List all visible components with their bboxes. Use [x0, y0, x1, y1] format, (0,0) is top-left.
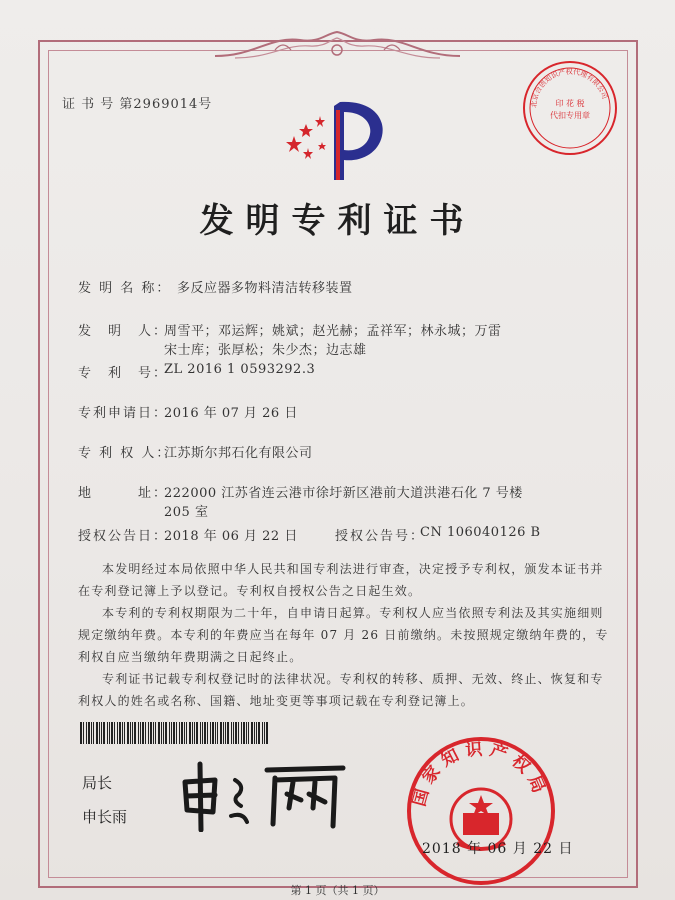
- tax-stamp-ring-text: 北京合创知识产权代理有限公司: [529, 67, 609, 109]
- svg-text:代扣专用章: 代扣专用章: [550, 111, 590, 120]
- seal-text: 国家知识产权局: [409, 739, 551, 809]
- cnipa-logo-icon: [282, 96, 390, 184]
- page-title: 发明专利证书: [199, 201, 476, 241]
- address-line1: 222000 江苏省连云港市徐圩新区港前大道洪港石化 7 号楼: [164, 486, 523, 501]
- patentee: 江苏斯尔邦石化有限公司: [164, 446, 313, 461]
- grant-date-label: 授权公告日：: [78, 529, 169, 544]
- page-number: 第 1 页（共 1 页）: [290, 884, 385, 897]
- invention-name: 多反应器多物料清洁转移装置: [177, 281, 353, 296]
- filing-date-label: 专利申请日：: [78, 406, 169, 421]
- invention-name-label: 发 明 名 称：: [78, 281, 172, 296]
- address-label: 地 址：: [78, 486, 169, 501]
- paragraph-1: 本发明经过本局依照中华人民共和国专利法进行审查，决定授予专利权，颁发本证书并在专利登记簿上予以登记。专利权自授权公告之日起生效。: [78, 562, 604, 598]
- director-signature: [175, 752, 355, 832]
- certificate-number: 证 书 号 第2969014号: [62, 97, 213, 112]
- svg-text:印 花 税: 印 花 税: [555, 99, 585, 108]
- top-ornament: [215, 30, 460, 64]
- paragraph-3: 专利证书记载专利权登记时的法律状况。专利权的转移、质押、无效、终止、恢复和专利权人的姓名或名称、国籍、地址变更等事项记载在专利登记簿上。: [78, 672, 604, 708]
- inventors-line1: 周雪平；邓运辉；姚斌；赵光赫；孟祥军；林永城；万雷: [164, 324, 502, 339]
- patent-number: ZL 2016 1 0593292.3: [164, 362, 316, 377]
- inventors-label: 发 明 人：: [78, 324, 169, 339]
- cnipa-seal: [405, 735, 557, 887]
- filing-date: 2016 年 07 月 26 日: [164, 406, 298, 421]
- seal-date: 2018 年 06 月 22 日: [422, 841, 574, 857]
- body-text: [78, 558, 613, 712]
- grant-date: 2018 年 06 月 22 日: [164, 529, 298, 544]
- director-title: 局长: [82, 774, 113, 792]
- address-line2: 205 室: [164, 505, 209, 520]
- director-name: 申长雨: [82, 808, 128, 826]
- barcode: [80, 722, 270, 744]
- paragraph-2: 本专利的专利权期限为二十年，自申请日起算。专利权人应当依照专利法及其实施细则规定缴纳年费。本专利的年费应当在每年 07 月 26 日前缴纳。未按照规定缴纳年费的，专利权自应当缴纳年费期满之日起终止。: [78, 606, 609, 664]
- grant-number-label: 授权公告号：: [335, 529, 426, 544]
- tax-stamp: [520, 58, 620, 158]
- patentee-label: 专 利 权 人：: [78, 446, 172, 461]
- patent-number-label: 专 利 号：: [78, 366, 169, 381]
- grant-number: CN 106040126 B: [420, 525, 541, 540]
- inventors-line2: 宋士库；张厚松；朱少杰；边志雄: [164, 343, 367, 358]
